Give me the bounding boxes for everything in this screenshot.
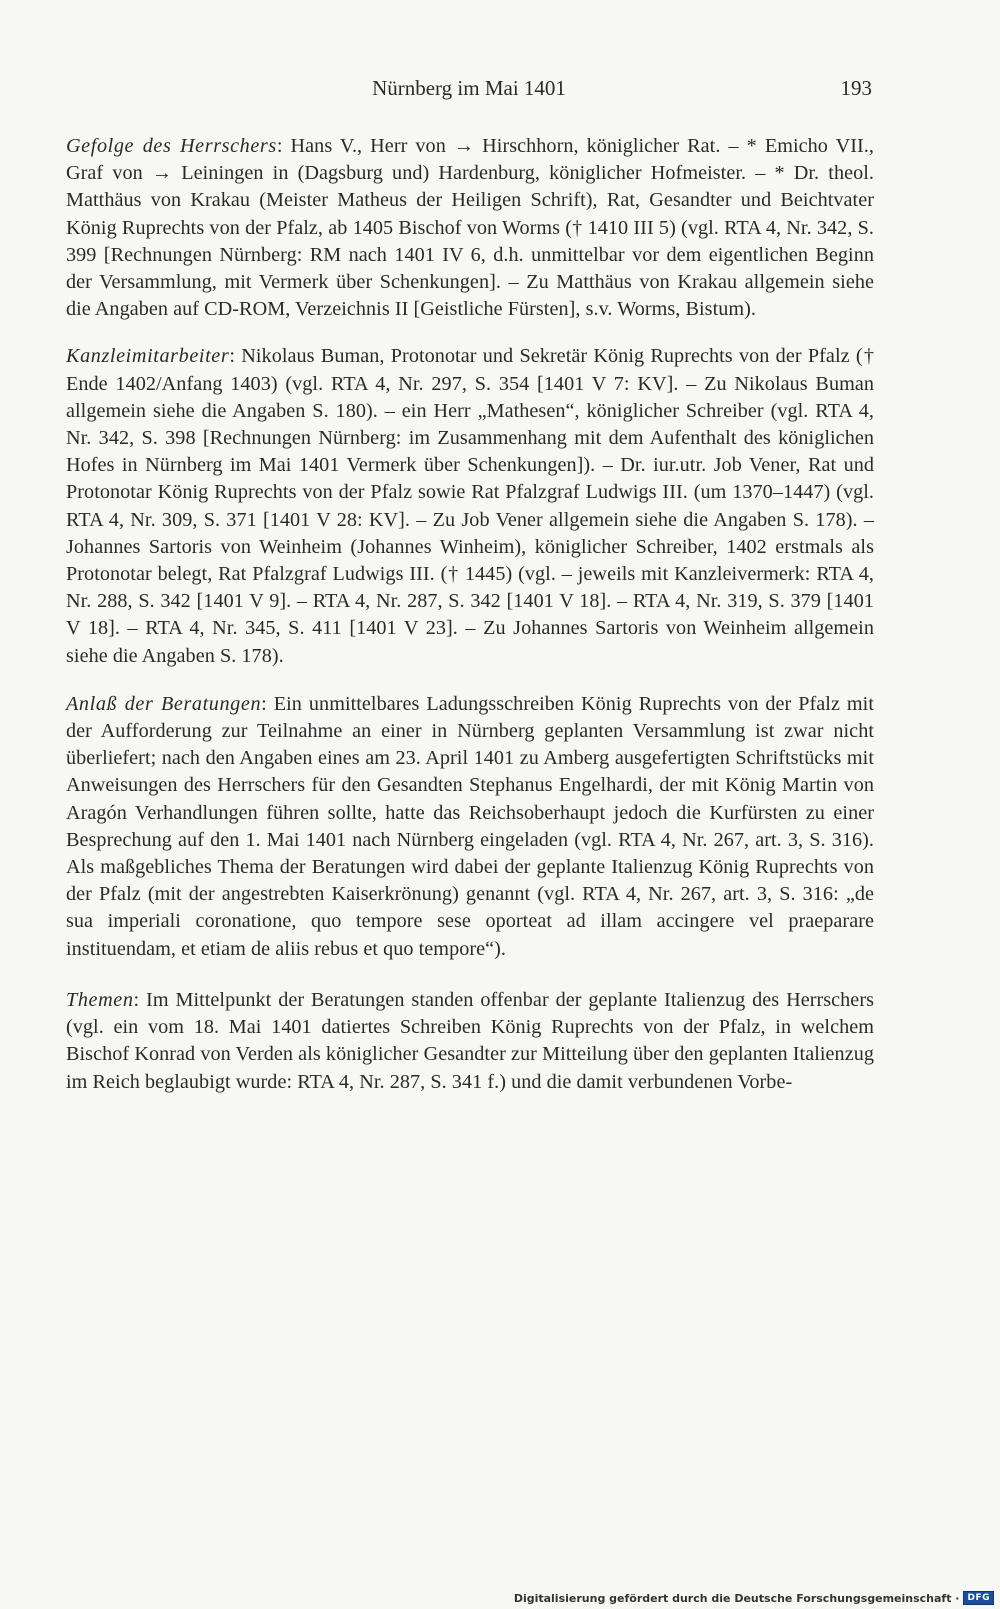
credit-text: Digitalisierung gefördert durch die Deutsche Forschungsgemeinschaft · (513, 1591, 960, 1605)
dfg-logo: DFG (963, 1591, 994, 1605)
digitization-credit (514, 1591, 994, 1605)
paragraph-text: : Im Mittelpunkt der Beratungen standen offenbar der geplante Italienzug des Herrschers (vgl. ein vom 18. Mai 1401 datiertes Schreiben König Ruprechts von der Pfalz, in welchem Bischof Konrad von Verden als königlicher Gesandter zur Mitteilung über den geplanten Italienzug im Reich beglaubigt wurde: RTA 4, Nr. 287, S. 341 f.) und die damit verbundenen Vorbe- (66, 988, 874, 1093)
paragraph-themen (66, 987, 874, 1096)
paragraph-anlass (66, 691, 874, 963)
page-header (66, 76, 872, 106)
paragraph-text: : Nikolaus Buman, Protonotar und Sekretär König Ruprechts von der Pfalz († Ende 1402/Anfang 1403) (vgl. RTA 4, Nr. 297, S. 354 [1401 V 7: KV]. – Zu Nikolaus Buman allgemein siehe die Angaben S. 180). – ein Herr „Mathesen“, königlicher Schreiber (vgl. RTA 4, Nr. 342, S. 398 [Rechnungen Nürnberg: im Zusammenhang mit dem Aufenthalt des königlichen Hofes in Nürnberg im Mai 1401 Vermerk über Schenkungen]). – Dr. iur.utr. Job Vener, Rat und Protonotar König Ruprechts von der Pfalz sowie Rat Pfalzgraf Ludwigs III. (um 1370–1447) (vgl. RTA 4, Nr. 309, S. 371 [1401 V 28: KV]. – Zu Job Vener allgemein siehe die Angaben S. 178). – Johannes Sartoris von Weinheim (Johannes Winheim), königlicher Schreiber, 1402 erstmals als Protonotar belegt, Rat Pfalzgraf Ludwigs III. († 1445) (vgl. – jeweils mit Kanzleivermerk: RTA 4, Nr. 288, S. 342 [1401 V 9]. – RTA 4, Nr. 287, S. 342 [1401 V 18]. – RTA 4, Nr. 319, S. 379 [1401 V 18]. – RTA 4, Nr. 345, S. 411 [1401 V 23]. – Zu Johannes Sartoris von Weinheim allgemein siehe die Angaben S. 178). (66, 345, 874, 667)
paragraph-text: : Hans V., Herr von → Hirschhorn, königlicher Rat. – * Emicho VII., Graf von → Leiningen in (Dagsburg und) Hardenburg, königlicher Hofmeister. – * Dr. theol. Matthäus von Krakau (Meister Matheus der Heiligen Schrift), Rat, Gesandter und Beichtvater König Ruprechts von der Pfalz, ab 1405 Bischof von Worms († 1410 III 5) (vgl. RTA 4, Nr. 342, S. 399 [Rechnungen Nürnberg: RM nach 1401 IV 6, d.h. unmittelbar vor dem eigentlichen Beginn der Versammlung, mit Vermerk über Schenkungen]. – Zu Matthäus von Krakau allgemein siehe die Angaben auf CD-ROM, Verzeichnis II [Geistliche Fürsten], s.v. Worms, Bistum). (66, 135, 874, 321)
paragraph-label: Anlaß der Beratungen (66, 692, 262, 715)
running-title: Nürnberg im Mai 1401 (372, 76, 566, 100)
paragraph-kanzleimitarbeiter (66, 343, 874, 669)
body-text (66, 133, 874, 1118)
paragraph-gefolge (66, 133, 874, 323)
paragraph-label: Gefolge des Herrschers (66, 135, 277, 157)
paragraph-label: Themen (66, 988, 134, 1011)
page-number: 193 (840, 76, 872, 100)
paragraph-text: : Ein unmittelbares Ladungsschreiben König Ruprechts von der Pfalz mit der Aufforderung zur Teilnahme an einer in Nürnberg geplanten Versammlung ist zwar nicht überliefert; nach den Angaben eines am 23. April 1401 zu Amberg ausgefertigten Schriftstücks mit Anweisungen des Herrschers für den Gesandten Stephanus Engelhardi, der mit König Martin von Aragón Verhandlungen führen sollte, hatte das Reichsoberhaupt jedoch die Kurfürsten zu einer Besprechung auf den 1. Mai 1401 nach Nürnberg eingeladen (vgl. RTA 4, Nr. 267, art. 3, S. 316). Als maßgebliches Thema der Beratungen wird dabei der geplante Italienzug König Ruprechts von der Pfalz (mit der angestrebten Kaiserkrönung) genannt (vgl. RTA 4, Nr. 267, art. 3, S. 316: „de sua imperiali coronatione, quo tempore sese oporteat ad illam accingere vel praeparare instituendam, et etiam de aliis rebus et quo tempore“). (66, 692, 874, 960)
paragraph-label: Kanzleimitarbeiter (66, 345, 230, 368)
